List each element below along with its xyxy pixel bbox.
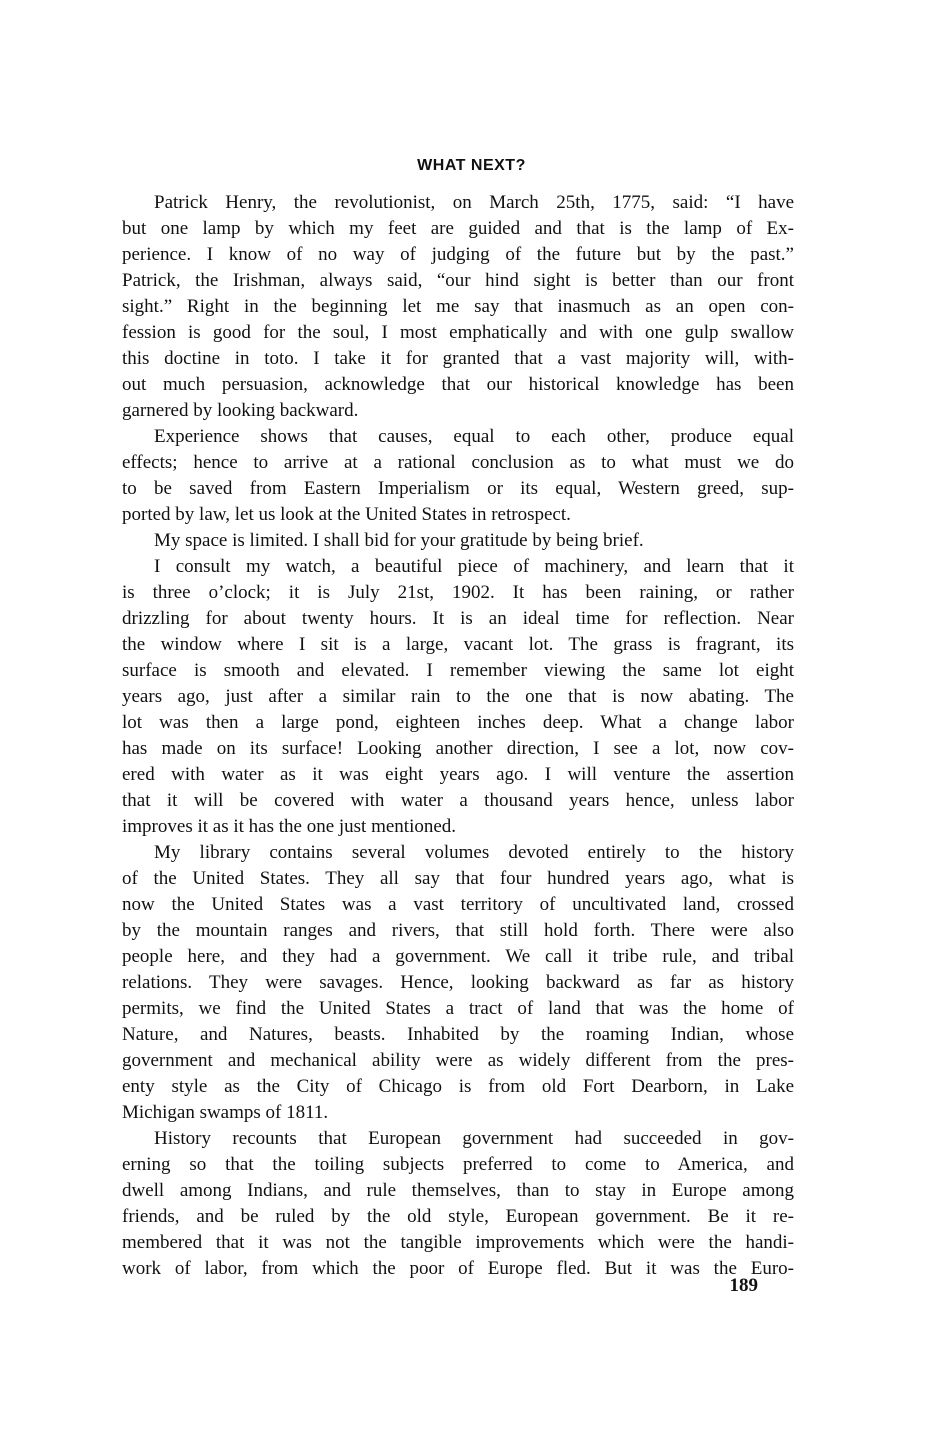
text-line: garnered by looking backward. <box>122 400 359 421</box>
text-line: Nature, and Natures, beasts. Inhabited by the roaming Indian, whose <box>122 1024 794 1045</box>
text-line: Michigan swamps of 1811. <box>122 1102 329 1123</box>
text-line: membered that it was not the tangible improvements which were the handi- <box>122 1232 794 1253</box>
text-line: History recounts that European government had succeeded in gov- <box>154 1128 794 1149</box>
text-line: out much persuasion, acknowledge that our historical knowledge has been <box>122 374 794 395</box>
text-line: to be saved from Eastern Imperialism or its equal, Western greed, sup- <box>122 478 794 499</box>
text-line: relations. They were savages. Hence, looking backward as far as history <box>122 972 794 993</box>
text-line: permits, we find the United States a tract of land that was the home of <box>122 998 794 1019</box>
page-title: WHAT NEXT? <box>417 157 526 174</box>
text-line: is three o’clock; it is July 21st, 1902. It has been raining, or rather <box>122 582 794 603</box>
text-line: years ago, just after a similar rain to the one that is now abating. The <box>122 686 794 707</box>
text-line: perience. I know of no way of judging of the future but by the past.” <box>122 244 794 265</box>
text-line: work of labor, from which the poor of Europe fled. But it was the Euro- <box>122 1258 794 1279</box>
text-line: that it will be covered with water a thousand years hence, unless labor <box>122 790 794 811</box>
paragraph <box>122 840 794 1126</box>
paragraph <box>122 424 794 528</box>
text-line: Experience shows that causes, equal to each other, produce equal <box>154 426 794 447</box>
text-line: dwell among Indians, and rule themselves, than to stay in Europe among <box>122 1180 794 1201</box>
text-line: enty style as the City of Chicago is from old Fort Dearborn, in Lake <box>122 1076 794 1097</box>
text-line: ported by law, let us look at the United States in retrospect. <box>122 504 571 525</box>
text-line: has made on its surface! Looking another direction, I see a lot, now cov- <box>122 738 794 759</box>
paragraph <box>122 554 794 840</box>
text-line: My space is limited. I shall bid for your gratitude by being brief. <box>154 530 644 551</box>
text-line: government and mechanical ability were as widely different from the pres- <box>122 1050 794 1071</box>
text-line: people here, and they had a government. We call it tribe rule, and tribal <box>122 946 794 967</box>
text-line: by the mountain ranges and rivers, that still hold forth. There were also <box>122 920 794 941</box>
text-line: the window where I sit is a large, vacant lot. The grass is fragrant, its <box>122 634 794 655</box>
page-number: 189 <box>729 1275 758 1296</box>
text-line: I consult my watch, a beautiful piece of machinery, and learn that it <box>154 556 794 577</box>
text-line: My library contains several volumes devoted entirely to the history <box>154 842 794 863</box>
paragraph <box>122 190 794 424</box>
text-line: improves it as it has the one just mentioned. <box>122 816 457 837</box>
text-line: friends, and be ruled by the old style, European government. Be it re- <box>122 1206 794 1227</box>
body-text <box>122 190 794 1282</box>
paragraph <box>122 1126 794 1282</box>
text-line: Patrick, the Irishman, always said, “our hind sight is better than our front <box>122 270 794 291</box>
text-line: sight.” Right in the beginning let me say that inasmuch as an open con- <box>122 296 794 317</box>
text-line: Patrick Henry, the revolutionist, on March 25th, 1775, said: “I have <box>154 192 794 213</box>
text-line: erning so that the toiling subjects preferred to come to America, and <box>122 1154 794 1175</box>
text-line: lot was then a large pond, eighteen inches deep. What a change labor <box>122 712 794 733</box>
text-line: fession is good for the soul, I most emphatically and with one gulp swallow <box>122 322 794 343</box>
text-line: this doctine in toto. I take it for granted that a vast majority will, with- <box>122 348 794 369</box>
paragraph <box>122 528 794 554</box>
text-line: but one lamp by which my feet are guided and that is the lamp of Ex- <box>122 218 794 239</box>
text-line: effects; hence to arrive at a rational conclusion as to what must we do <box>122 452 794 473</box>
text-line: drizzling for about twenty hours. It is an ideal time for reflection. Near <box>122 608 794 629</box>
text-line: ered with water as it was eight years ago. I will venture the assertion <box>122 764 794 785</box>
text-line: now the United States was a vast territory of uncultivated land, crossed <box>122 894 794 915</box>
text-line: surface is smooth and elevated. I remember viewing the same lot eight <box>122 660 794 681</box>
text-line: of the United States. They all say that four hundred years ago, what is <box>122 868 794 889</box>
